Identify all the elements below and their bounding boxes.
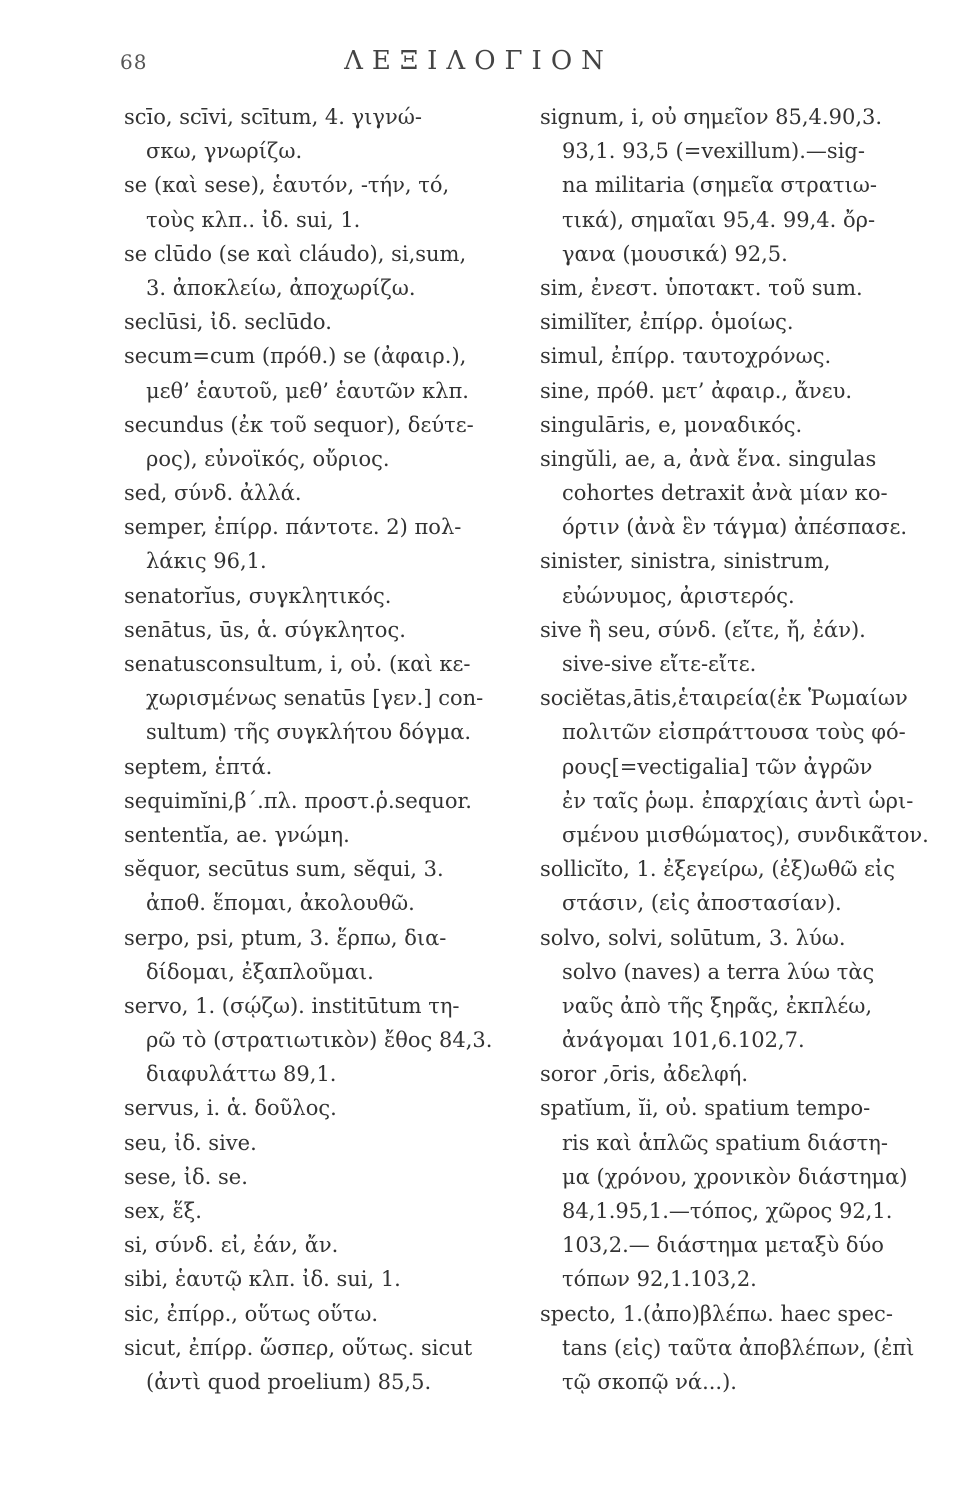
- dictionary-line: solvo (naves) a terra λύω τὰς: [562, 959, 875, 984]
- dictionary-line: 93,1. 93,5 (=vexillum).—sig-: [562, 139, 865, 164]
- dictionary-line: sese, ἰδ. se.: [124, 1164, 248, 1189]
- dictionary-line: serpo, psi, ptum, 3. ἕρπω, δια-: [124, 925, 447, 950]
- dictionary-line: secundus (ἐκ τοῦ sequor), δεύτε-: [124, 412, 474, 437]
- dictionary-line: τοὺς κλπ.. ἰδ. sui, 1.: [146, 207, 361, 232]
- dictionary-line: singŭli, ae, a, ἀνὰ ἕνα. singulas: [540, 446, 877, 471]
- dictionary-line: στάσιν, (εἰς ἀποστασίαν).: [562, 891, 842, 916]
- dictionary-line: sociĕtas,ātis,ἑταιρεία(ἐκ Ῥωμαίων: [540, 686, 908, 711]
- dictionary-line: sex, ἕξ.: [124, 1199, 202, 1223]
- dictionary-line: ρος), εὐνοϊκός, οὔριος.: [146, 446, 390, 471]
- dictionary-line: μα (χρόνου, χρονικὸν διάστημα): [562, 1164, 908, 1189]
- dictionary-line: sollicĭto, 1. ἐξεγείρω, (ἐξ)ωθῶ εἰς: [540, 857, 896, 882]
- dictionary-line: soror ,ōris, ἀδελφή.: [540, 1062, 748, 1087]
- dictionary-line: sicut, ἐπίρρ. ὥσπερ, οὕτως. sicut: [124, 1335, 473, 1360]
- dictionary-line: sive ἢ seu, σύνδ. (εἴτε, ἤ, ἐάν).: [540, 617, 866, 642]
- dictionary-line: secum=cum (πρόθ.) se (ἀφαιρ.),: [124, 344, 467, 369]
- dictionary-line: (ἀντὶ quod proelium) 85,5.: [146, 1369, 432, 1394]
- running-head: ΛΕΞΙΛΟΓΙΟΝ: [344, 46, 613, 76]
- dictionary-line: seu, ἰδ. sive.: [124, 1130, 257, 1155]
- right-column: [540, 100, 940, 1399]
- dictionary-line: simul, ἐπίρρ. ταυτοχρόνως.: [540, 344, 832, 369]
- dictionary-line: senatusconsultum, i, οὐ. (καὶ κε-: [124, 652, 471, 676]
- dictionary-line: λάκις 96,1.: [146, 549, 267, 574]
- dictionary-line: tans (εἰς) ταῦτα ἀποβλέπων, (ἐπὶ: [562, 1335, 915, 1360]
- dictionary-line: ρους[=vectigalia] τῶν ἀγρῶν: [562, 754, 873, 779]
- dictionary-line: τόπων 92,1.103,2.: [562, 1267, 757, 1292]
- dictionary-line: servo, 1. (σῴζω). institūtum τη-: [124, 993, 460, 1018]
- dictionary-line: scīo, scīvi, scītum, 4. γιγνώ-: [124, 105, 422, 129]
- dictionary-line: na militaria (σημεῖα στρατιω-: [562, 173, 877, 198]
- dictionary-line: sinister, sinistra, sinistrum,: [540, 549, 831, 574]
- dictionary-line: signum, i, οὐ σημεῖον 85,4.90,3.: [540, 105, 883, 129]
- page-number: 68: [120, 50, 148, 74]
- dictionary-line: sic, ἐπίρρ., οὕτως οὕτω.: [124, 1301, 379, 1326]
- dictionary-line: sed, σύνδ. ἀλλά.: [124, 481, 302, 506]
- dictionary-line: senātus, ūs, ἁ. σύγκλητος.: [124, 617, 406, 642]
- dictionary-line: seclūsi, ἰδ. seclūdo.: [124, 310, 332, 335]
- dictionary-line: sententĭa, ae. γνώμη.: [124, 822, 350, 847]
- dictionary-line: σκω, γνωρίζω.: [146, 139, 303, 164]
- left-column: [124, 100, 520, 1399]
- dictionary-line: se (καὶ sese), ἑαυτόν, -τήν, τό,: [124, 173, 450, 198]
- dictionary-line: ἀποθ. ἕπομαι, ἀκολουθῶ.: [146, 891, 415, 916]
- dictionary-line: sĕquor, secūtus sum, sĕqui, 3.: [124, 857, 444, 882]
- dictionary-line: τικά), σημαῖαι 95,4. 99,4. ὄρ-: [562, 207, 876, 232]
- dictionary-line: solvo, solvi, solūtum, 3. λύω.: [540, 925, 846, 950]
- dictionary-line: ris καὶ ἁπλῶς spatium διάστη-: [562, 1130, 888, 1155]
- dictionary-line: γανα (μουσικά) 92,5.: [562, 241, 788, 266]
- dictionary-line: senatorĭus, συγκλητικός.: [124, 583, 392, 608]
- dictionary-line: πολιτῶν εἰσπράττουσα τοὺς φό-: [562, 720, 906, 745]
- dictionary-line: sive-sive εἴτε-εἴτε.: [562, 652, 757, 676]
- dictionary-line: χωρισμένως senatūs [γεν.] con-: [146, 686, 484, 711]
- dictionary-line: δίδομαι, ἐξαπλοῦμαι.: [146, 959, 374, 984]
- dictionary-line: sim, ἐνεστ. ὑποτακτ. τοῦ sum.: [540, 275, 863, 300]
- dictionary-line: διαφυλάττω 89,1.: [146, 1062, 337, 1087]
- dictionary-line: sine, πρόθ. μετ’ ἀφαιρ., ἄνευ.: [540, 378, 853, 403]
- dictionary-line: ἐν ταῖς ῥωμ. ἐπαρχίαις ἀντὶ ὡρι-: [562, 788, 914, 813]
- dictionary-line: sibi, ἑαυτῷ κλπ. ἰδ. sui, 1.: [124, 1267, 401, 1292]
- dictionary-line: se clūdo (se καὶ cláudo), si,sum,: [124, 241, 467, 266]
- dictionary-line: singulāris, e, μοναδικός.: [540, 412, 803, 437]
- dictionary-line: semper, ἐπίρρ. πάντοτε. 2) πολ-: [124, 515, 462, 540]
- dictionary-line: τῷ σκοπῷ νά...).: [562, 1369, 737, 1394]
- dictionary-line: cohortes detraxit ἀνὰ μίαν κο-: [562, 481, 888, 506]
- dictionary-line: si, σύνδ. εἰ, ἐάν, ἄν.: [124, 1233, 339, 1258]
- dictionary-line: μεθ’ ἑαυτοῦ, μεθ’ ἑαυτῶν κλπ.: [146, 378, 469, 403]
- dictionary-line: 103,2.— διάστημα μεταξὺ δύο: [562, 1233, 884, 1258]
- dictionary-line: όρτιν (ἀνὰ ἓν τάγμα) ἀπέσπασε.: [562, 515, 908, 540]
- dictionary-line: specto, 1.(ἀπο)βλέπω. haec spec-: [540, 1301, 893, 1326]
- dictionary-line: septem, ἑπτά.: [124, 754, 273, 779]
- dictionary-line: 3. ἀποκλείω, ἀποχωρίζω.: [146, 275, 416, 300]
- dictionary-line: ναῦς ἀπὸ τῆς ξηρᾶς, ἐκπλέω,: [562, 993, 873, 1018]
- dictionary-line: similĭter, ἐπίρρ. ὁμοίως.: [540, 310, 794, 335]
- dictionary-line: εὐώνυμος, ἀριστερός.: [562, 583, 795, 608]
- dictionary-line: servus, i. ἁ. δοῦλος.: [124, 1096, 337, 1121]
- dictionary-line: ρῶ τὸ (στρατιωτικὸν) ἔθος 84,3.: [146, 1028, 493, 1053]
- dictionary-line: sequimĭni,β΄.πλ. προστ.ῥ.sequor.: [124, 788, 472, 813]
- dictionary-line: σμένου μισθώματος), συνδικᾶτον.: [562, 822, 929, 847]
- dictionary-line: sultum) τῆς συγκλήτου δόγμα.: [146, 720, 472, 745]
- dictionary-line: spatĭum, ĭi, οὐ. spatium tempo-: [540, 1096, 871, 1121]
- dictionary-line: ἀνάγομαι 101,6.102,7.: [562, 1028, 805, 1053]
- dictionary-line: 84,1.95,1.—τόπος, χῶρος 92,1.: [562, 1199, 893, 1223]
